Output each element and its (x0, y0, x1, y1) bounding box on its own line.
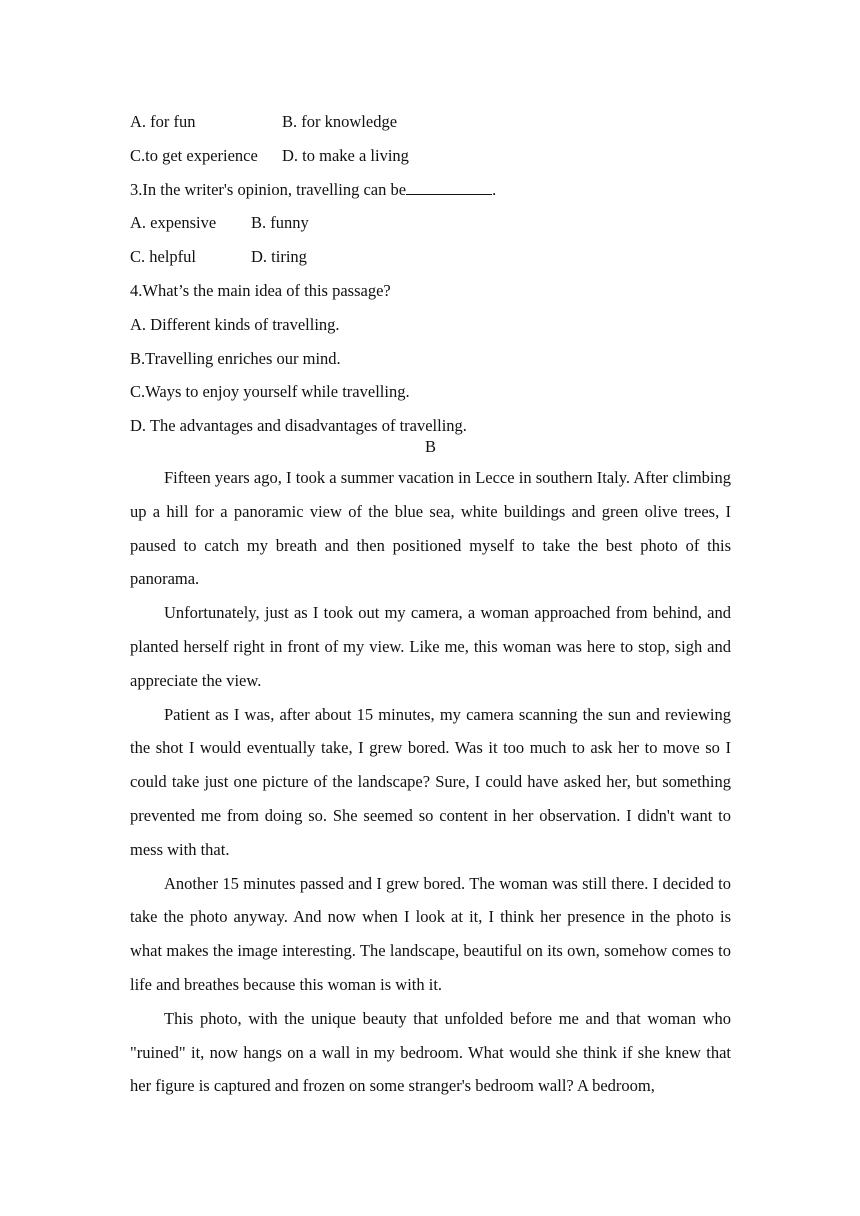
question-2-options-row-2 (130, 139, 731, 173)
question-3-stem (130, 173, 731, 207)
q3-stem-end: . (492, 179, 497, 199)
q3-option-b: B. funny (251, 213, 309, 233)
question-2-options-row-1 (130, 105, 731, 139)
q3-stem-text: 3.In the writer's opinion, travelling can be (130, 179, 407, 199)
q2-option-b: B. for knowledge (282, 112, 398, 131)
q3-option-a: A. expensive (130, 213, 217, 233)
q2-option-a: A. for fun (130, 112, 196, 131)
passage-paragraph: Unfortunately, just as I took out my camera, a woman approached from behind, and planted herself right in front of my view. Like me, this woman was here to stop, sigh and appreciate the view. (130, 603, 731, 690)
passage-paragraph: Patient as I was, after about 15 minutes, my camera scanning the sun and reviewing the shot I would eventually take, I grew bored. Was it too much to ask her to move so I could take just one picture of the landscape? Sure, I could have asked her, but something prevented me from doing so. She seemed so content in her observation. I didn't want to mess with that. (130, 704, 731, 859)
answer-blank (406, 180, 492, 195)
passage-paragraph: Another 15 minutes passed and I grew bored. The woman was still there. I decided to take the photo anyway. And now when I look at it, I think her presence in the photo is what makes the image interesting. The landscape, beautiful on its own, somehow comes to life and breathes because this woman is with it. (130, 873, 731, 994)
section-heading: B (424, 436, 436, 456)
question-3-options-row-2 (130, 240, 731, 274)
q4-option-a: A. Different kinds of travelling. (130, 314, 340, 334)
question-3-options-row-1 (130, 206, 731, 240)
passage-paragraph: Fifteen years ago, I took a summer vacation in Lecce in southern Italy. After climbing up a hill for a panoramic view of the blue sea, white buildings and green olive trees, I paused to catch my breath and then positioned myself to take the best photo of this panorama. (130, 467, 731, 589)
question-4-stem: 4.What’s the main idea of this passage? (130, 280, 391, 300)
q2-option-c: C.to get experience (130, 145, 258, 165)
q3-option-d: D. tiring (251, 247, 307, 267)
q4-option-d: D. The advantages and disadvantages of travelling. (130, 416, 467, 436)
q4-option-b: B.Travelling enriches our mind. (130, 348, 341, 368)
q3-option-c: C. helpful (130, 247, 196, 267)
document-page (130, 105, 731, 1103)
q2-option-d: D. to make a living (282, 145, 409, 165)
q4-option-c: C.Ways to enjoy yourself while travelling. (130, 382, 410, 402)
passage-paragraph: This photo, with the unique beauty that unfolded before me and that woman who "ruined" it, now hangs on a wall in my bedroom. What would she think if she knew that her figure is captured and frozen on some stranger's bedroom wall? A bedroom, (130, 1008, 731, 1096)
